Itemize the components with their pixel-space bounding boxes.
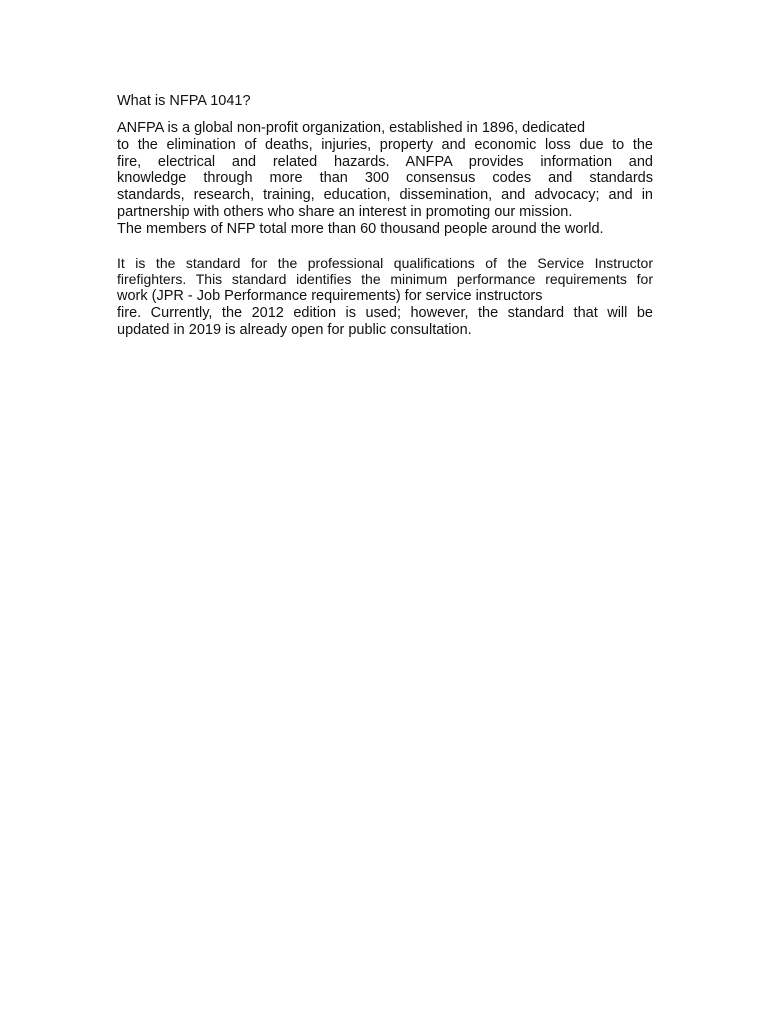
paragraph-standard-description [117,255,653,339]
document-page [117,92,653,339]
paragraph-line: fire, electrical and related hazards. ANFPA provides information and [117,153,653,170]
paragraph-nfpa-description [117,120,653,238]
paragraph-line: firefighters. This standard identifies the minimum performance requirements for [117,271,653,288]
paragraph-line: updated in 2019 is already open for public consultation. [117,321,472,338]
paragraph-line: ANFPA is a global non-profit organization, established in 1896, dedicated [117,120,586,136]
paragraph-line: standards, research, training, education, dissemination, and advocacy; and in [117,187,653,204]
document-title: What is NFPA 1041? [117,93,251,109]
paragraph-line: knowledge through more than 300 consensus codes and standards [117,170,653,187]
paragraph-line: fire. Currently, the 2012 edition is used; however, the standard that will be [117,304,653,321]
paragraph-line: It is the standard for the professional qualifications of the Service Instructor [117,254,653,271]
paragraph-line: work (JPR - Job Performance requirements) for service instructors [117,288,543,305]
paragraph-line: The members of NFP total more than 60 thousand people around the world. [117,220,604,237]
paragraph-line: partnership with others who share an interest in promoting our mission. [117,203,573,220]
paragraph-line: to the elimination of deaths, injuries, property and economic loss due to the [117,136,653,153]
